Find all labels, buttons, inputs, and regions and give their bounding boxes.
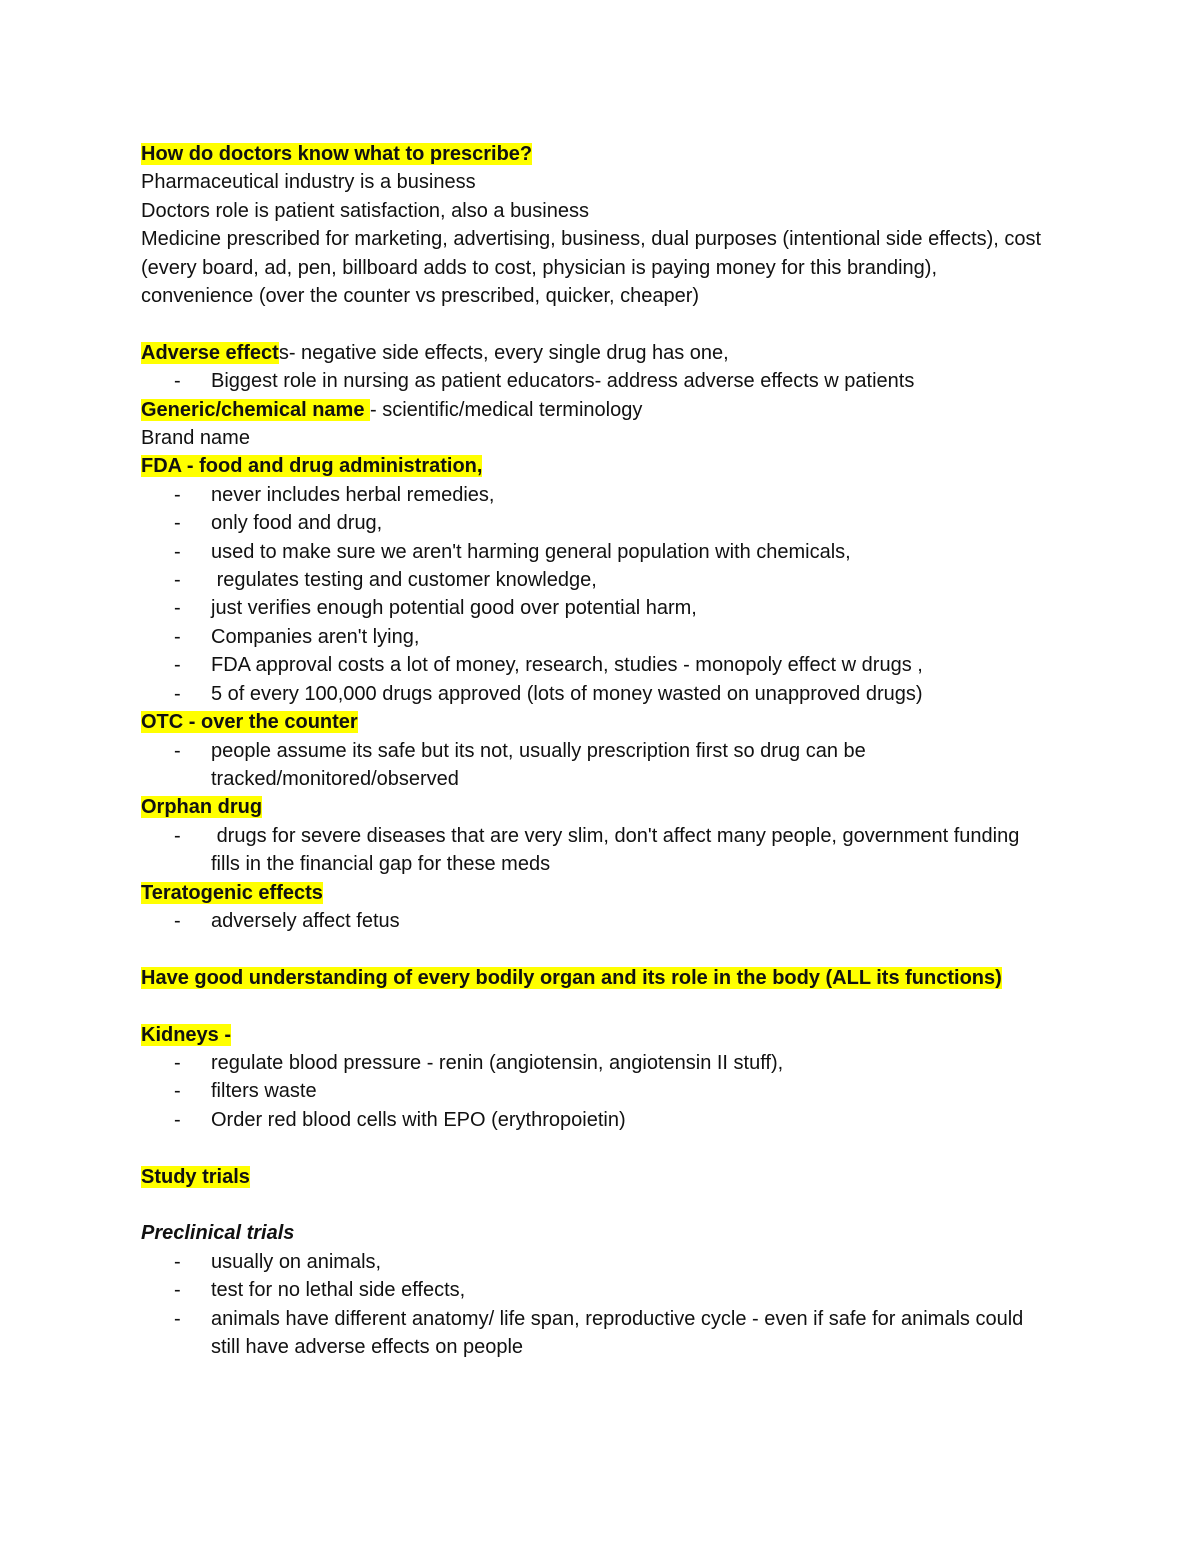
section-heading [141, 452, 1051, 480]
list-item [141, 737, 1051, 794]
highlighted-term: Orphan drug [141, 796, 263, 819]
list-item [141, 907, 1051, 935]
section-heading [141, 339, 1051, 367]
highlighted-term: FDA - food and drug administration, [141, 455, 483, 478]
bullet-dash: - [174, 1051, 181, 1074]
list-item [141, 1049, 1051, 1077]
list-item [141, 822, 1051, 879]
section-heading [141, 964, 1051, 992]
section-heading [141, 793, 1051, 821]
bullet-dash: - [174, 682, 181, 705]
section-heading [141, 396, 1051, 424]
bullet-dash: - [174, 1279, 181, 1302]
bullet-dash: - [174, 512, 181, 535]
highlighted-term: Teratogenic effects [141, 881, 323, 904]
subsection-heading [141, 1219, 1051, 1247]
list-item-text: test for no lethal side effects, [211, 1279, 466, 1302]
list-item-text: people assume its safe but its not, usually prescription first so drug can be tracked/monitored/observed [211, 739, 872, 790]
bullet-list [141, 822, 1051, 879]
list-item [141, 481, 1051, 509]
italic-term: Preclinical trials [141, 1222, 295, 1245]
bullet-dash: - [174, 569, 181, 592]
list-item [141, 1077, 1051, 1105]
bullet-list [141, 1049, 1051, 1134]
list-item-text: just verifies enough potential good over potential harm, [211, 597, 697, 620]
bullet-dash: - [174, 540, 181, 563]
bullet-dash: - [174, 909, 181, 932]
list-item [141, 538, 1051, 566]
list-item [141, 1248, 1051, 1276]
list-item-text: drugs for severe diseases that are very slim, don't affect many people, government funding fills in the financial gap for these meds [211, 824, 1025, 876]
highlighted-term: Generic/chemical name [141, 398, 371, 421]
heading-description: s- negative side effects, every single drug has one, [278, 341, 729, 364]
list-item [141, 623, 1051, 651]
list-item-text: never includes herbal remedies, [211, 483, 495, 506]
list-item-text: 5 of every 100,000 drugs approved (lots of money wasted on unapproved drugs) [211, 682, 923, 705]
body-text: Brand name [141, 427, 250, 450]
section-heading [141, 1021, 1051, 1049]
bullet-list [141, 737, 1051, 794]
list-item [141, 680, 1051, 708]
body-text: Doctors role is patient satisfaction, also a business [141, 199, 589, 222]
highlighted-term: Adverse effect [141, 341, 279, 364]
blank-line [141, 935, 1051, 963]
blank-line [141, 1191, 1051, 1219]
bullet-dash: - [174, 1080, 181, 1103]
bullet-dash: - [174, 483, 181, 506]
list-item-text: Biggest role in nursing as patient educators- address adverse effects w patients [211, 370, 915, 393]
bullet-list [141, 367, 1051, 395]
highlighted-term: How do doctors know what to prescribe? [141, 143, 533, 165]
list-item-text: regulate blood pressure - renin (angiotensin, angiotensin II stuff), [211, 1051, 784, 1074]
section-heading [141, 708, 1051, 736]
bullet-dash: - [174, 625, 181, 648]
highlighted-term: Have good understanding of every bodily organ and its role in the body (ALL its functions) [141, 966, 1002, 989]
bullet-list [141, 907, 1051, 935]
body-text: Pharmaceutical industry is a business [141, 171, 476, 194]
list-item [141, 594, 1051, 622]
list-item [141, 367, 1051, 395]
document-body [141, 140, 1051, 1361]
blank-line [141, 310, 1051, 338]
highlighted-term: Kidneys - [141, 1023, 232, 1046]
list-item [141, 1106, 1051, 1134]
bullet-dash: - [174, 1108, 181, 1131]
list-item-text: used to make sure we aren't harming general population with chemicals, [211, 540, 851, 563]
list-item-text: Order red blood cells with EPO (erythropoietin) [211, 1108, 626, 1131]
bullet-dash: - [174, 824, 181, 847]
body-text: Medicine prescribed for marketing, advertising, business, dual purposes (intentional side effects), cost (every board, ad, pen, billboard adds to cost, physician is paying money for this branding), convenience (over the counter vs prescribed, quicker, cheaper) [141, 228, 1047, 308]
list-item [141, 566, 1051, 594]
list-item-text: animals have different anatomy/ life span, reproductive cycle - even if safe for animals could still have adverse effects on people [211, 1307, 1029, 1358]
bullet-dash: - [174, 1307, 181, 1330]
list-item-text: only food and drug, [211, 512, 383, 535]
blank-line [141, 992, 1051, 1020]
bullet-list [141, 1248, 1051, 1362]
section-heading [141, 140, 1051, 168]
list-item [141, 1276, 1051, 1304]
list-item [141, 1305, 1051, 1362]
highlighted-term: OTC - over the counter [141, 711, 358, 734]
list-item-text: filters waste [211, 1080, 317, 1103]
list-item-text: usually on animals, [211, 1250, 382, 1273]
blank-line [141, 1134, 1051, 1162]
bullet-dash: - [174, 739, 181, 762]
highlighted-term: Study trials [141, 1165, 250, 1188]
list-item [141, 509, 1051, 537]
bullet-dash: - [174, 370, 181, 393]
list-item [141, 651, 1051, 679]
section-heading [141, 879, 1051, 907]
heading-description: - scientific/medical terminology [370, 398, 643, 421]
bullet-dash: - [174, 597, 181, 620]
list-item-text: FDA approval costs a lot of money, research, studies - monopoly effect w drugs , [211, 654, 923, 677]
list-item-text: Companies aren't lying, [211, 625, 420, 648]
bullet-list [141, 481, 1051, 708]
section-heading [141, 1163, 1051, 1191]
bullet-dash: - [174, 654, 181, 677]
bullet-dash: - [174, 1250, 181, 1273]
list-item-text: regulates testing and customer knowledge, [211, 569, 597, 592]
list-item-text: adversely affect fetus [211, 909, 400, 932]
